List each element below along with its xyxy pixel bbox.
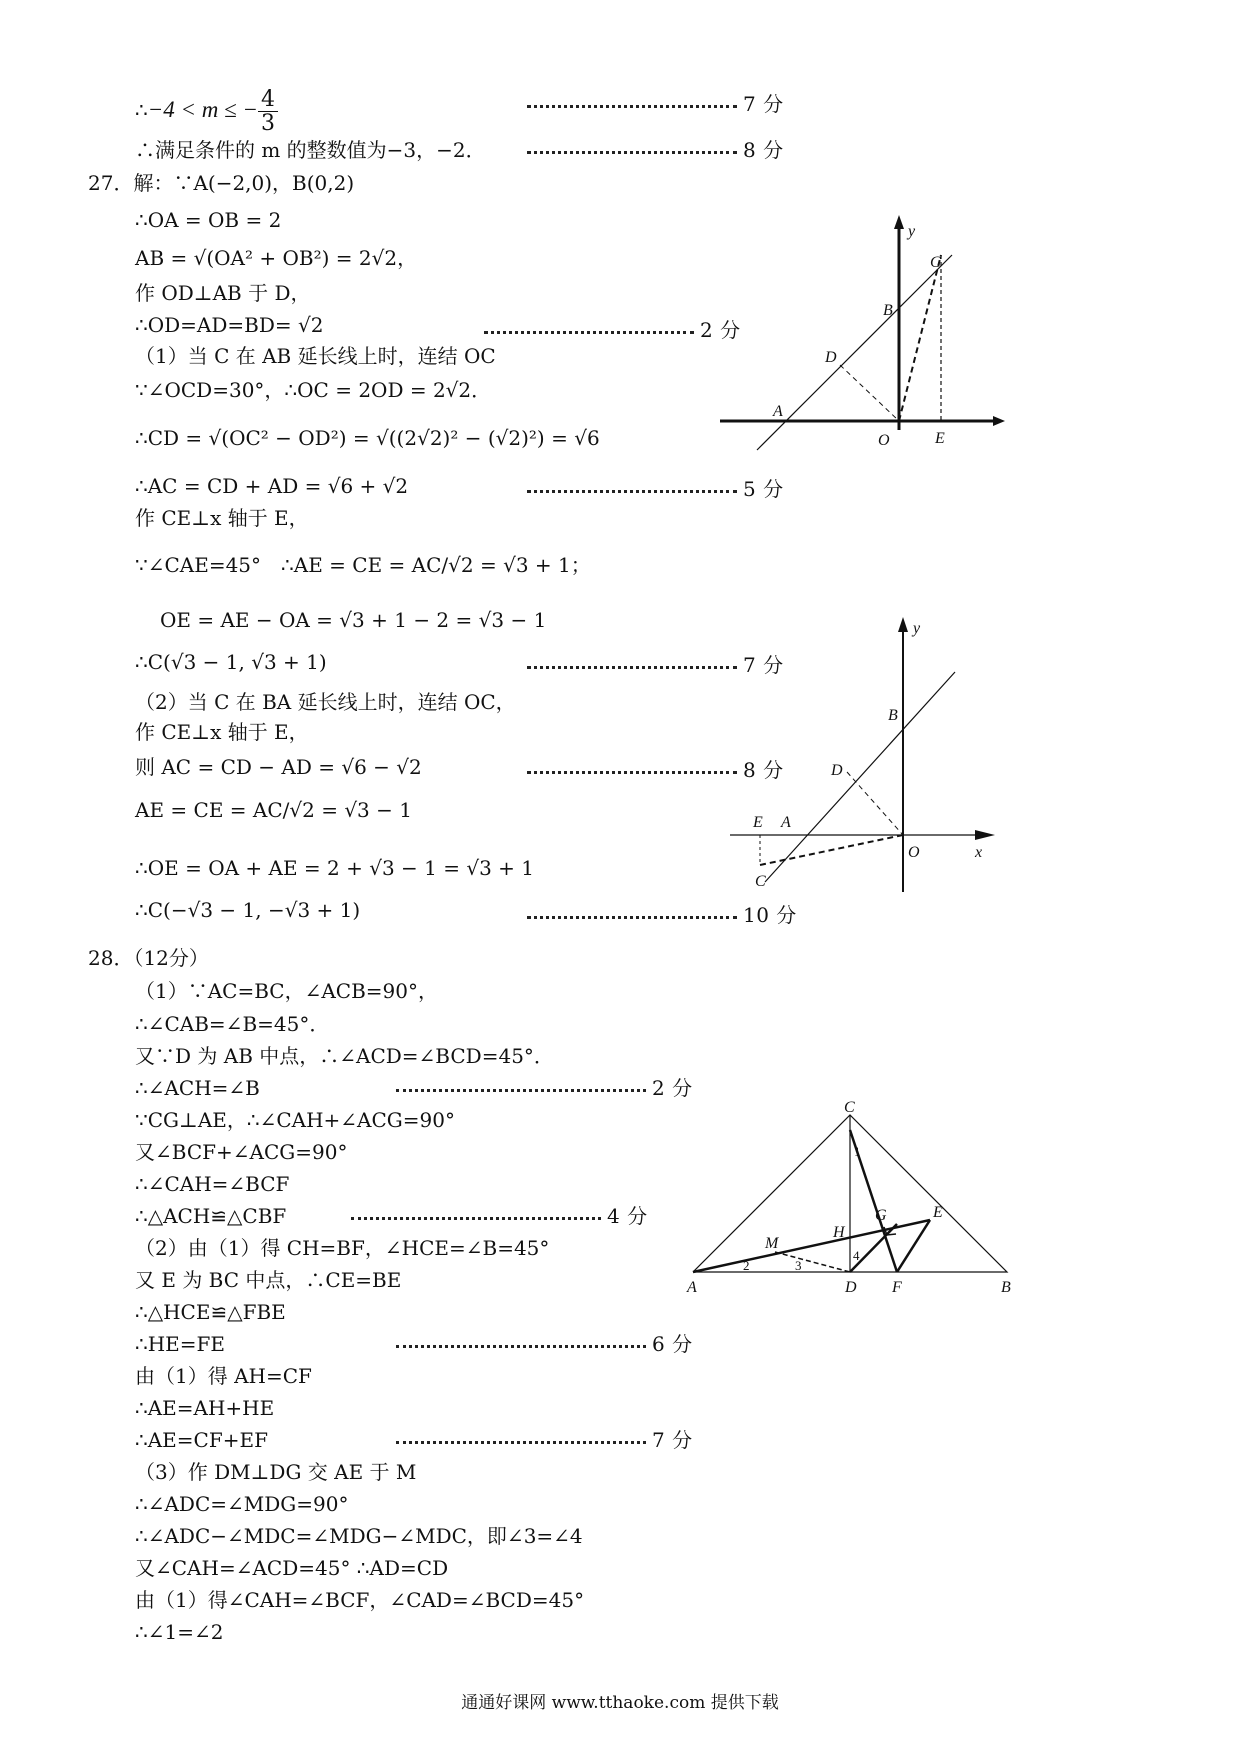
score-7b: 7 分 — [527, 655, 784, 675]
line-28-11: ∴△HCE≌△FBE — [135, 1300, 286, 1324]
line-28-4: ∴∠ACH=∠B — [135, 1076, 260, 1100]
line-28-5: ∵CG⊥AE，∴∠CAH+∠ACG=90° — [135, 1108, 455, 1132]
line-case2: （2）当 C 在 BA 延长线上时，连结 OC， — [135, 690, 516, 714]
line-28-20: 由（1）得∠CAH=∠BCF，∠CAD=∠BCD=45° — [135, 1588, 585, 1612]
fig1-label-a: A — [773, 403, 783, 420]
fig2-label-c: C — [755, 873, 766, 890]
line-ab-length: AB = √(OA² + OB²) = 2√2， — [135, 246, 418, 270]
line-28-10: 又 E 为 BC 中点，∴CE=BE — [135, 1268, 402, 1292]
score-5: 5 分 — [527, 479, 784, 499]
line-28-9: （2）由（1）得 CH=BF，∠HCE=∠B=45° — [135, 1236, 550, 1260]
line-28-12: ∴HE=FE — [135, 1332, 225, 1356]
fig2-label-o: O — [908, 844, 920, 861]
line-28-21: ∴∠1=∠2 — [135, 1620, 224, 1644]
line-cd-calc: ∴CD = √(OC² − OD²) = √((2√2)² − (√2)²) = √6 — [135, 426, 600, 450]
line-28-3: 又∵D 为 AB 中点，∴∠ACD=∠BCD=45°． — [135, 1044, 554, 1068]
line-c-coord1: ∴C(√3 − 1, √3 + 1) — [135, 650, 327, 674]
fig2-label-b: B — [888, 707, 898, 724]
line-28-7: ∴∠CAH=∠BCF — [135, 1172, 290, 1196]
figure-case2 — [725, 612, 1000, 902]
score-2b: 2 分 — [396, 1078, 693, 1098]
score-7a: 7 分 — [527, 94, 784, 114]
line-28-17: ∴∠ADC=∠MDG=90° — [135, 1492, 349, 1516]
page-footer: 通通好课网 www.tthaoke.com 提供下载 — [461, 1693, 779, 1713]
line-integer-values: ∴满足条件的 m 的整数值为−3，−2． — [135, 138, 486, 162]
line-28-2: ∴∠CAB=∠B=45°． — [135, 1012, 330, 1036]
score-4: 4 分 — [351, 1206, 648, 1226]
fig3-label-d: D — [845, 1279, 857, 1296]
line-28-8: ∴△ACH≌△CBF — [135, 1204, 287, 1228]
q27-heading: 27．解：∵A(−2,0)，B(0,2) — [88, 171, 355, 195]
fig1-label-b: B — [883, 302, 893, 319]
fig1-label-o: O — [878, 432, 890, 449]
figure-case1 — [715, 215, 1005, 455]
fig3-label-b: B — [1001, 1279, 1011, 1296]
fig3-angle-4: 4 — [853, 1248, 860, 1263]
line-28-15: ∴AE=CF+EF — [135, 1428, 268, 1452]
line-oe-calc: OE = AE − OA = √3 + 1 − 2 = √3 − 1 — [160, 608, 547, 632]
score-10: 10 分 — [527, 905, 797, 925]
line-28-18: ∴∠ADC−∠MDC=∠MDG−∠MDC，即∠3=∠4 — [135, 1524, 583, 1548]
score-6: 6 分 — [396, 1334, 693, 1354]
line-28-13: 由（1）得 AH=CF — [135, 1364, 312, 1388]
fig1-label-e: E — [935, 430, 945, 447]
line-oa-ob: ∴OA = OB = 2 — [135, 208, 282, 232]
fig2-label-d: D — [831, 762, 843, 779]
line-ocd-angle: ∵∠OCD=30°，∴OC = 2OD = 2√2． — [135, 378, 492, 402]
line-ae-ce2: AE = CE = AC/√2 = √3 − 1 — [135, 798, 412, 822]
fig3-label-c: C — [844, 1100, 855, 1116]
line-28-19: 又∠CAH=∠ACD=45° ∴AD=CD — [135, 1556, 449, 1580]
line-od-eq: ∴OD=AD=BD= √2 — [135, 313, 324, 337]
fig3-label-h: H — [833, 1224, 845, 1241]
line-ac-diff: 则 AC = CD − AD = √6 − √2 — [135, 755, 422, 779]
line-c-coord2: ∴C(−√3 − 1, −√3 + 1) — [135, 898, 361, 922]
line-oe-calc2: ∴OE = OA + AE = 2 + √3 − 1 = √3 + 1 — [135, 856, 535, 880]
line-ac-sum: ∴AC = CD + AD = √6 + √2 — [135, 474, 409, 498]
q28-heading: 28．（12分） — [88, 946, 209, 970]
line-ce-perp2: 作 CE⊥x 轴于 E， — [135, 720, 309, 744]
score-8a: 8 分 — [527, 140, 784, 160]
fig3-label-m: M — [765, 1235, 779, 1252]
fig3-angle-1: 1 — [854, 1144, 861, 1159]
score-8b: 8 分 — [527, 760, 784, 780]
fig3-angle-3: 3 — [795, 1258, 802, 1273]
line-od-perp: 作 OD⊥AB 于 D， — [135, 281, 311, 305]
fig2-label-y: y — [913, 620, 921, 637]
line-case1: （1）当 C 在 AB 延长线上时，连结 OC — [135, 344, 496, 368]
line-28-16: （3）作 DM⊥DG 交 AE 于 M — [135, 1460, 417, 1484]
line-ae-ce: ∵∠CAE=45° ∴AE = CE = AC/√2 = √3 + 1； — [135, 553, 591, 577]
line-28-14: ∴AE=AH+HE — [135, 1396, 275, 1420]
fig3-label-f: F — [892, 1279, 902, 1296]
fig2-label-x: x — [975, 844, 983, 861]
line-ce-perp: 作 CE⊥x 轴于 E， — [135, 506, 309, 530]
fig1-label-d: D — [825, 349, 837, 366]
fig2-label-e: E — [753, 814, 763, 831]
fig1-label-y: y — [908, 223, 916, 240]
fig1-label-c: C — [930, 254, 941, 271]
score-2a: 2 分 — [484, 320, 741, 340]
score-7c: 7 分 — [396, 1430, 693, 1450]
fig3-label-a: A — [687, 1279, 697, 1296]
line-28-1: （1）∵AC=BC，∠ACB=90°， — [135, 979, 439, 1003]
figure-triangle — [685, 1100, 1015, 1300]
fig3-label-e: E — [933, 1204, 943, 1221]
fig2-label-a: A — [781, 814, 791, 831]
line-28-6: 又∠BCF+∠ACG=90° — [135, 1140, 348, 1164]
fig3-label-g: G — [875, 1207, 887, 1224]
fig3-angle-2: 2 — [743, 1258, 750, 1273]
line-inequality: ∴−4 < m ≤ − $\frac{4}{3}$ — [135, 88, 278, 135]
